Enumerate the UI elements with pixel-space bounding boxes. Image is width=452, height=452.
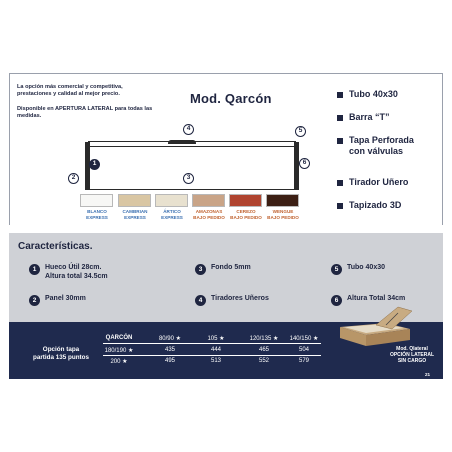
intro-text <box>17 84 169 98</box>
option-label-line: partida 135 puntos <box>33 354 89 361</box>
square-bullet-icon <box>337 180 343 186</box>
characteristic-number: 6 <box>331 295 342 306</box>
swatch-tag: BAJO PEDIDO <box>267 214 299 220</box>
swatch-name: WENGUE <box>272 209 294 214</box>
bed-diagram-right-panel <box>294 142 299 190</box>
characteristic-item <box>29 295 86 306</box>
characteristic-number: 3 <box>195 264 206 275</box>
characteristic-number: 5 <box>331 264 342 275</box>
intro-line-3: Disponible en APERTURA LATERAL para todas las <box>17 106 153 112</box>
characteristic-item <box>29 264 108 281</box>
swatch-blanco <box>80 194 113 207</box>
swatch-tag: BAJO PEDIDO <box>193 214 225 220</box>
option-label <box>26 346 96 362</box>
swatch-cerezo <box>229 194 262 207</box>
table-divider <box>103 355 321 356</box>
option-label-line: Opción tapa <box>42 346 80 353</box>
characteristic-text: Tubo 40x30 <box>347 264 385 271</box>
characteristic-number: 4 <box>195 295 206 306</box>
characteristic-number: 2 <box>29 295 40 306</box>
table-header-cell: 80/90 ★ <box>158 336 182 342</box>
diagram-number: 6 <box>299 158 310 169</box>
bed-handle-shape <box>168 140 196 144</box>
swatch-tag: EXPRESS <box>161 214 183 220</box>
square-bullet-icon <box>337 92 343 98</box>
bed-lid <box>376 307 412 329</box>
swatch-name: AMAZONAS <box>195 209 223 214</box>
table-cell: 444 <box>210 347 221 353</box>
swatch-artico <box>155 194 188 207</box>
feature-item <box>337 112 390 123</box>
feature-item <box>337 89 398 100</box>
swatch-name: CAMBRIAN <box>122 209 148 214</box>
diagram-number: 1 <box>89 159 100 170</box>
swatch-name: CEREZO <box>236 209 256 214</box>
table-cell: 504 <box>298 347 309 353</box>
table-cell: 465 <box>258 347 269 353</box>
characteristic-text: Tiradores Uñeros <box>211 295 269 302</box>
feature-label: Tubo 40x30 <box>349 89 398 99</box>
characteristic-text: Altura Total 34cm <box>347 295 406 302</box>
swatch-tag: BAJO PEDIDO <box>230 214 262 220</box>
table-cell: 180/190 ★ <box>104 348 134 354</box>
table-divider <box>103 343 321 344</box>
feature-line: Tapa Perforada <box>349 135 414 145</box>
swatch-label <box>189 209 229 220</box>
intro-availability <box>17 106 169 120</box>
model-side-label <box>384 346 440 364</box>
swatch-cambrian <box>118 194 151 207</box>
square-bullet-icon <box>337 203 343 209</box>
model-side-line: OPCIÓN LATERAL <box>389 352 435 358</box>
swatch-label <box>77 209 117 220</box>
swatch-tag: EXPRESS <box>86 214 108 220</box>
diagram-number: 5 <box>295 126 306 137</box>
page-number: 21 <box>425 372 431 377</box>
characteristic-text: Panel 30mm <box>45 295 86 302</box>
characteristic-item <box>331 264 385 275</box>
swatch-name: ÁRTICO <box>163 209 181 214</box>
diagram-number: 3 <box>183 173 194 184</box>
swatch-label <box>152 209 192 220</box>
bed-diagram-body <box>90 147 294 190</box>
table-cell: 552 <box>258 358 269 364</box>
swatch-label <box>263 209 303 220</box>
feature-item <box>337 135 414 157</box>
table-cell: 513 <box>210 358 221 364</box>
table-cell: 435 <box>164 347 175 353</box>
square-bullet-icon <box>337 138 343 144</box>
feature-label: Tapizado 3D <box>349 200 402 210</box>
diagram-number: 4 <box>183 124 194 135</box>
feature-label <box>349 135 414 157</box>
table-cell: 200 ★ <box>110 359 128 365</box>
table-header-cell: 120/135 ★ <box>249 336 279 342</box>
feature-label: Barra “T” <box>349 112 390 122</box>
feature-item <box>337 200 401 211</box>
model-title: Mod. Qarcón <box>190 91 272 106</box>
lateral-bed-product-image <box>336 303 414 347</box>
characteristic-item <box>195 295 269 306</box>
characteristic-text <box>45 264 108 281</box>
intro-line-4: medidas. <box>17 113 42 120</box>
square-bullet-icon <box>337 115 343 121</box>
table-header-cell: 105 ★ <box>207 336 225 342</box>
characteristic-line: Hueco Útil 28cm. <box>45 264 102 271</box>
feature-line: con válvulas <box>349 146 404 156</box>
intro-line-1: La opción más comercial y competitiva, <box>17 84 123 90</box>
characteristic-text: Fondo 5mm <box>211 264 251 271</box>
model-side-line: Mod. Qlateral <box>396 346 428 352</box>
swatch-wengue <box>266 194 299 207</box>
swatch-label <box>226 209 266 220</box>
swatch-name: BLANCO <box>87 209 107 214</box>
feature-item <box>337 177 408 188</box>
table-cell: 579 <box>298 358 309 364</box>
diagram-number: 2 <box>68 173 79 184</box>
table-header-cell: 140/150 ★ <box>289 336 319 342</box>
characteristics-title: Características. <box>18 241 93 252</box>
characteristic-number: 1 <box>29 264 40 275</box>
table-cell: 495 <box>164 358 175 364</box>
swatch-tag: EXPRESS <box>124 214 146 220</box>
intro-line-2: prestaciones y calidad al mejor precio. <box>17 91 120 98</box>
table-header-cell: QARCÓN <box>105 335 133 341</box>
characteristic-line: Altura total 34.5cm <box>45 272 108 280</box>
characteristic-item <box>195 264 251 275</box>
model-side-line: SIN CARGO <box>397 358 427 364</box>
swatch-amazonas <box>192 194 225 207</box>
feature-label: Tirador Uñero <box>349 177 409 187</box>
swatch-label <box>115 209 155 220</box>
